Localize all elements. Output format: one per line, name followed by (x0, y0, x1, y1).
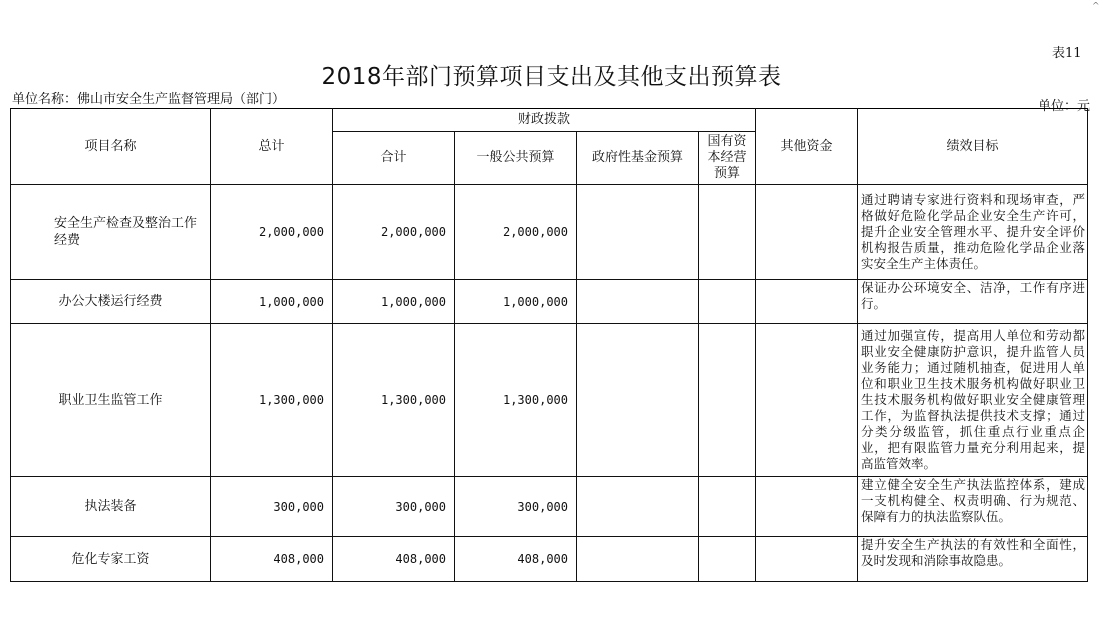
row-performance-goal: 通过聘请专家进行资料和现场审查，严格做好危险化学品企业安全生产许可，提升企业安全管理水平、提升安全评价机构报告质量，推动危险化学品企业落实安全生产主体责任。 (858, 185, 1088, 280)
row-subtotal: 300,000 (333, 477, 455, 537)
row-general-public: 300,000 (455, 477, 577, 537)
header-performance-goal: 绩效目标 (858, 109, 1088, 185)
row-other-funds (756, 477, 858, 537)
row-government-fund (577, 477, 699, 537)
row-total: 300,000 (211, 477, 333, 537)
row-other-funds (756, 185, 858, 280)
row-government-fund (577, 537, 699, 582)
row-subtotal: 1,300,000 (333, 324, 455, 477)
row-other-funds (756, 324, 858, 477)
row-state-capital (699, 280, 756, 324)
header-government-fund-budget: 政府性基金预算 (577, 132, 699, 185)
table-row (11, 477, 1088, 537)
header-fiscal-allocation: 财政拨款 (333, 109, 756, 132)
row-state-capital (699, 185, 756, 280)
row-other-funds (756, 537, 858, 582)
row-government-fund (577, 280, 699, 324)
header-project-name: 项目名称 (11, 109, 211, 185)
row-project-name (11, 185, 211, 280)
header-subtotal: 合计 (333, 132, 455, 185)
row-project-name: 职业卫生监管工作 (11, 324, 211, 477)
budget-table (10, 108, 1088, 582)
row-general-public: 408,000 (455, 537, 577, 582)
row-state-capital (699, 537, 756, 582)
row-project-name: 危化专家工资 (11, 537, 211, 582)
row-project-name: 执法装备 (11, 477, 211, 537)
page-title: 2018年部门预算项目支出及其他支出预算表 (321, 64, 782, 90)
table-row (11, 537, 1088, 582)
row-project-name: 办公大楼运行经费 (11, 280, 211, 324)
row-performance-goal: 提升安全生产执法的有效性和全面性，及时发现和消除事故隐患。 (858, 537, 1088, 582)
currency-unit: 单位：元 (1038, 99, 1091, 114)
row-subtotal: 408,000 (333, 537, 455, 582)
header-other-funds: 其他资金 (756, 109, 858, 185)
corner-mark: ^ (1092, 2, 1100, 12)
row-performance-goal: 通过加强宣传，提高用人单位和劳动都职业安全健康防护意识，提升监管人员业务能力；通过随机抽查，促进用人单位和职业卫生技术服务机构做好职业卫生技术服务机构做好职业安全健康管理工作，为监督执法提供技术支撑；通过分类分级监管，抓住重点行业重点企业，把有限监管力量充分利用起来，提高监管效率。 (858, 324, 1088, 477)
table-row (11, 280, 1088, 324)
row-other-funds (756, 280, 858, 324)
row-government-fund (577, 324, 699, 477)
row-performance-goal: 保证办公环境安全、洁净，工作有序进行。 (858, 280, 1088, 324)
row-total: 1,000,000 (211, 280, 333, 324)
row-state-capital (699, 477, 756, 537)
row-general-public: 1,300,000 (455, 324, 577, 477)
row-general-public: 2,000,000 (455, 185, 577, 280)
table-row (11, 324, 1088, 477)
row-subtotal: 1,000,000 (333, 280, 455, 324)
header-state-capital-budget: 国有资本经营预算 (699, 132, 756, 185)
row-government-fund (577, 185, 699, 280)
table-row (11, 185, 1088, 280)
header-total: 总计 (211, 109, 333, 185)
row-total: 1,300,000 (211, 324, 333, 477)
unit-name: 单位名称：佛山市安全生产监督管理局（部门） (12, 92, 286, 107)
row-performance-goal: 建立健全安全生产执法监控体系，建成一支机构健全、权责明确、行为规范、保障有力的执法监察队伍。 (858, 477, 1088, 537)
row-subtotal: 2,000,000 (333, 185, 455, 280)
row-state-capital (699, 324, 756, 477)
table-number: 表11 (1052, 46, 1082, 61)
row-total: 2,000,000 (211, 185, 333, 280)
row-project-name-text: 安全生产检查及整治工作经费 (54, 216, 198, 248)
header-general-public-budget: 一般公共预算 (455, 132, 577, 185)
row-total: 408,000 (211, 537, 333, 582)
row-general-public: 1,000,000 (455, 280, 577, 324)
